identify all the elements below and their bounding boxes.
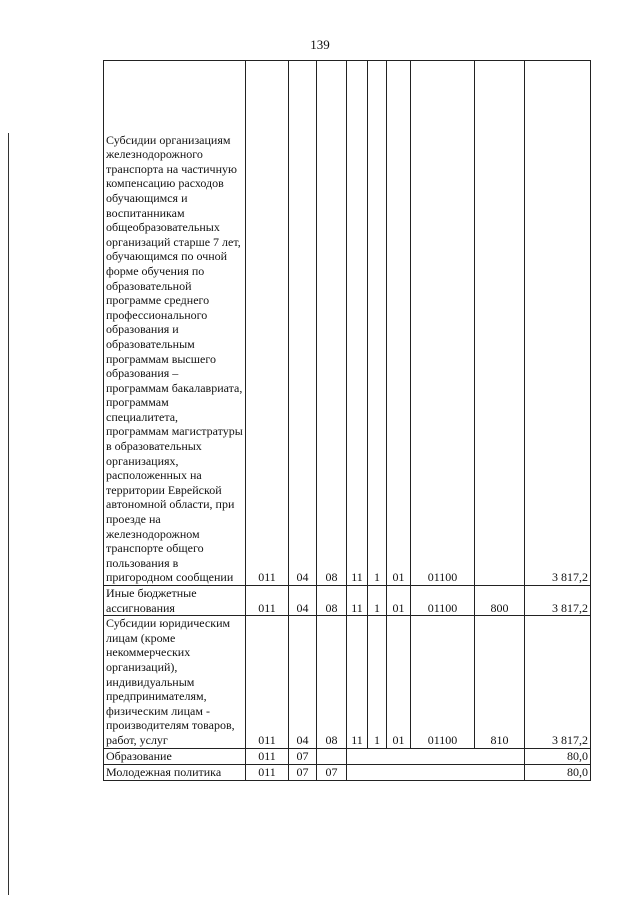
table-row [104, 616, 591, 748]
subsection-code: 08 [317, 61, 347, 586]
table-row [104, 586, 591, 616]
table-row [104, 764, 591, 780]
subprogram-code: 1 [368, 586, 387, 616]
budget-table [103, 60, 591, 781]
direction-code: 01100 [411, 616, 475, 748]
amount: 3 817,2 [525, 616, 591, 748]
row-name: Субсидии юридическим лицам (кроме некоммерческих организаций), индивидуальным предпринимателям, физическим лицам - производителям товаров, работ, услуг [104, 616, 246, 748]
row-name: Образование [104, 748, 246, 764]
subsection-code: 08 [317, 586, 347, 616]
program-code: 11 [347, 61, 368, 586]
subsection-code [317, 748, 347, 764]
expense-type-code: 800 [475, 586, 525, 616]
empty-merged-cell [347, 764, 525, 780]
section-code: 04 [289, 616, 317, 748]
table-row [104, 748, 591, 764]
main-event-code: 01 [387, 616, 411, 748]
subprogram-code: 1 [368, 61, 387, 586]
row-name: Молодежная политика [104, 764, 246, 780]
program-code: 11 [347, 586, 368, 616]
main-event-code: 01 [387, 586, 411, 616]
amount: 3 817,2 [525, 61, 591, 586]
subprogram-code: 1 [368, 616, 387, 748]
section-code: 07 [289, 764, 317, 780]
expense-type-code: 810 [475, 616, 525, 748]
row-name: Субсидии организациям железнодорожного транспорта на частичную компенсацию расходов обучающимся и воспитанникам общеобразовательных организаций старше 7 лет, обучающимся по очной форме обучения по образовательной программе среднего профессионального образования и образовательным программам высшего образования – программам бакалавриата, программам специалитета, программам магистратуры в образовательных организациях, расположенных на территории Еврейской автономной области, при проезде на железнодорожном транспорте общего пользования в пригородном сообщении [104, 61, 246, 586]
subsection-code: 07 [317, 764, 347, 780]
ministry-code: 011 [246, 586, 289, 616]
page-number: 139 [310, 37, 330, 52]
ministry-code: 011 [246, 748, 289, 764]
direction-code: 01100 [411, 61, 475, 586]
amount: 80,0 [525, 764, 591, 780]
main-event-code: 01 [387, 61, 411, 586]
ministry-code: 011 [246, 61, 289, 586]
subsection-code: 08 [317, 616, 347, 748]
program-code: 11 [347, 616, 368, 748]
section-code: 04 [289, 61, 317, 586]
section-code: 07 [289, 748, 317, 764]
direction-code: 01100 [411, 586, 475, 616]
margin-line [8, 133, 9, 895]
section-code: 04 [289, 586, 317, 616]
expense-type-code [475, 61, 525, 586]
amount: 3 817,2 [525, 586, 591, 616]
ministry-code: 011 [246, 764, 289, 780]
table-row [104, 61, 591, 586]
row-name: Иные бюджетные ассигнования [104, 586, 246, 616]
amount: 80,0 [525, 748, 591, 764]
ministry-code: 011 [246, 616, 289, 748]
empty-merged-cell [347, 748, 525, 764]
